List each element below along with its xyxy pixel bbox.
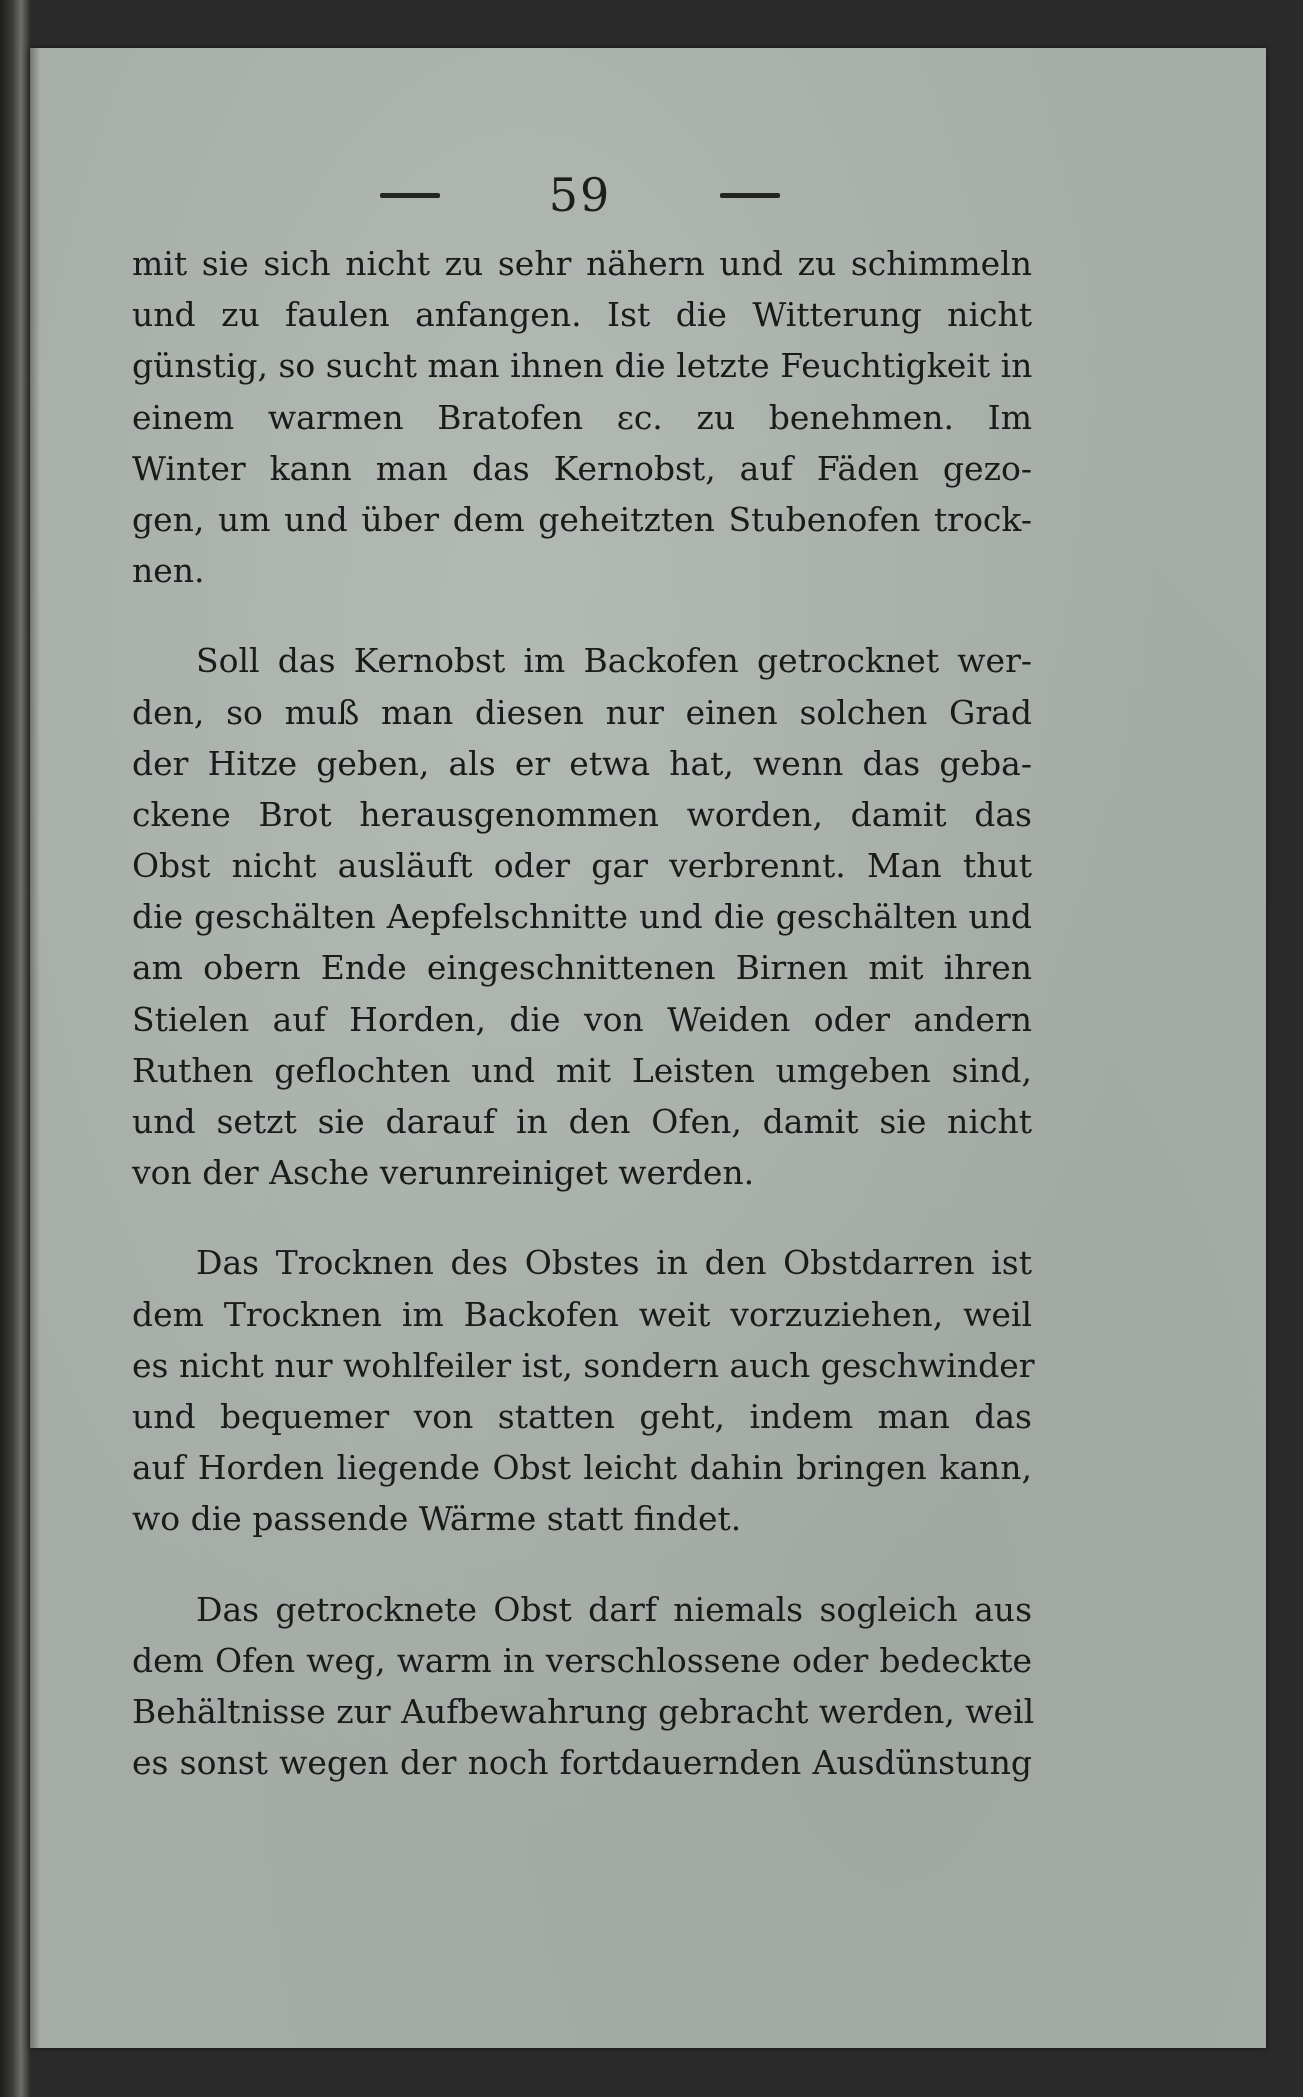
text-line: mit sie sich nicht zu sehr nähern und zu schimmeln — [132, 244, 1032, 283]
paragraph-4 — [132, 1584, 1035, 1789]
text-line: und zu faulen anfangen. Ist die Witterung nicht — [132, 295, 1032, 335]
book-binding — [0, 0, 30, 2097]
body-text — [132, 238, 1035, 1788]
text-line: Stielen auf Horden, die von Weiden oder andern — [132, 999, 1032, 1039]
paragraph-gap — [132, 1545, 1032, 1584]
text-line: und bequemer von statten geht, indem man das — [132, 1396, 1032, 1436]
text-line: Winter kann man das Kernobst, auf Fäden gezo- — [132, 448, 1032, 488]
text-line: und setzt sie darauf in den Ofen, damit sie nicht — [132, 1102, 1032, 1141]
text-line: den, so muß man diesen nur einen solchen Grad — [132, 692, 1032, 732]
text-line: einem warmen Bratofen ɛc. zu benehmen. Im — [132, 397, 1032, 437]
text-line: ckene Brot herausgenommen worden, damit das — [132, 794, 1032, 834]
paragraph-1 — [132, 238, 1032, 596]
text-line: Obst nicht ausläuft oder gar verbrennt. Man thut — [132, 846, 1032, 886]
text-line: am obern Ende eingeschnittenen Birnen mit ihren — [132, 948, 1032, 988]
text-line: es nicht nur wohlfeiler ist, sondern auch geschwinder — [132, 1345, 1035, 1385]
text-line: günstig, so sucht man ihnen die letzte Feuchtigkeit in — [132, 346, 1033, 386]
header-dash-left — [380, 193, 440, 198]
text-line: der Hitze geben, als er etwa hat, wenn das geba- — [132, 743, 1032, 783]
paragraph-2 — [132, 635, 1032, 1198]
text-line: es sonst wegen der noch fortdauernden Ausdünstung — [132, 1743, 1032, 1783]
text-line: wo die passende Wärme statt findet. — [132, 1499, 742, 1539]
text-line: von der Asche verunreiniget werden. — [132, 1153, 755, 1193]
text-line: dem Trocknen im Backofen weit vorzuziehen, weil — [132, 1294, 1032, 1334]
header-dash-right — [720, 193, 780, 198]
text-line: Das getrocknete Obst darf niemals sogleich aus — [196, 1589, 1032, 1629]
text-line: gen, um und über dem geheitzten Stubenofen trock- — [132, 499, 1032, 539]
paragraph-gap — [132, 1198, 1032, 1237]
text-line: nen. — [132, 551, 205, 591]
page-header — [380, 160, 780, 230]
text-line: Das Trocknen des Obstes in den Obstdarren ist — [196, 1243, 1032, 1283]
text-line: die geschälten Aepfelschnitte und die geschälten und — [132, 897, 1032, 937]
page-number: 59 — [548, 168, 612, 222]
text-line: auf Horden liegende Obst leicht dahin bringen kann, — [132, 1448, 1032, 1488]
paragraph-3 — [132, 1237, 1035, 1544]
text-line: dem Ofen weg, warm in verschlossene oder bedeckte — [132, 1640, 1032, 1680]
text-line: Ruthen geflochten und mit Leisten umgeben sind, — [132, 1050, 1032, 1090]
page-gutter-shadow — [30, 48, 40, 2048]
text-line: Behältnisse zur Aufbewahrung gebracht werden, weil — [132, 1691, 1035, 1731]
paragraph-gap — [132, 596, 1032, 635]
text-line: Soll das Kernobst im Backofen getrocknet wer- — [196, 641, 1032, 681]
